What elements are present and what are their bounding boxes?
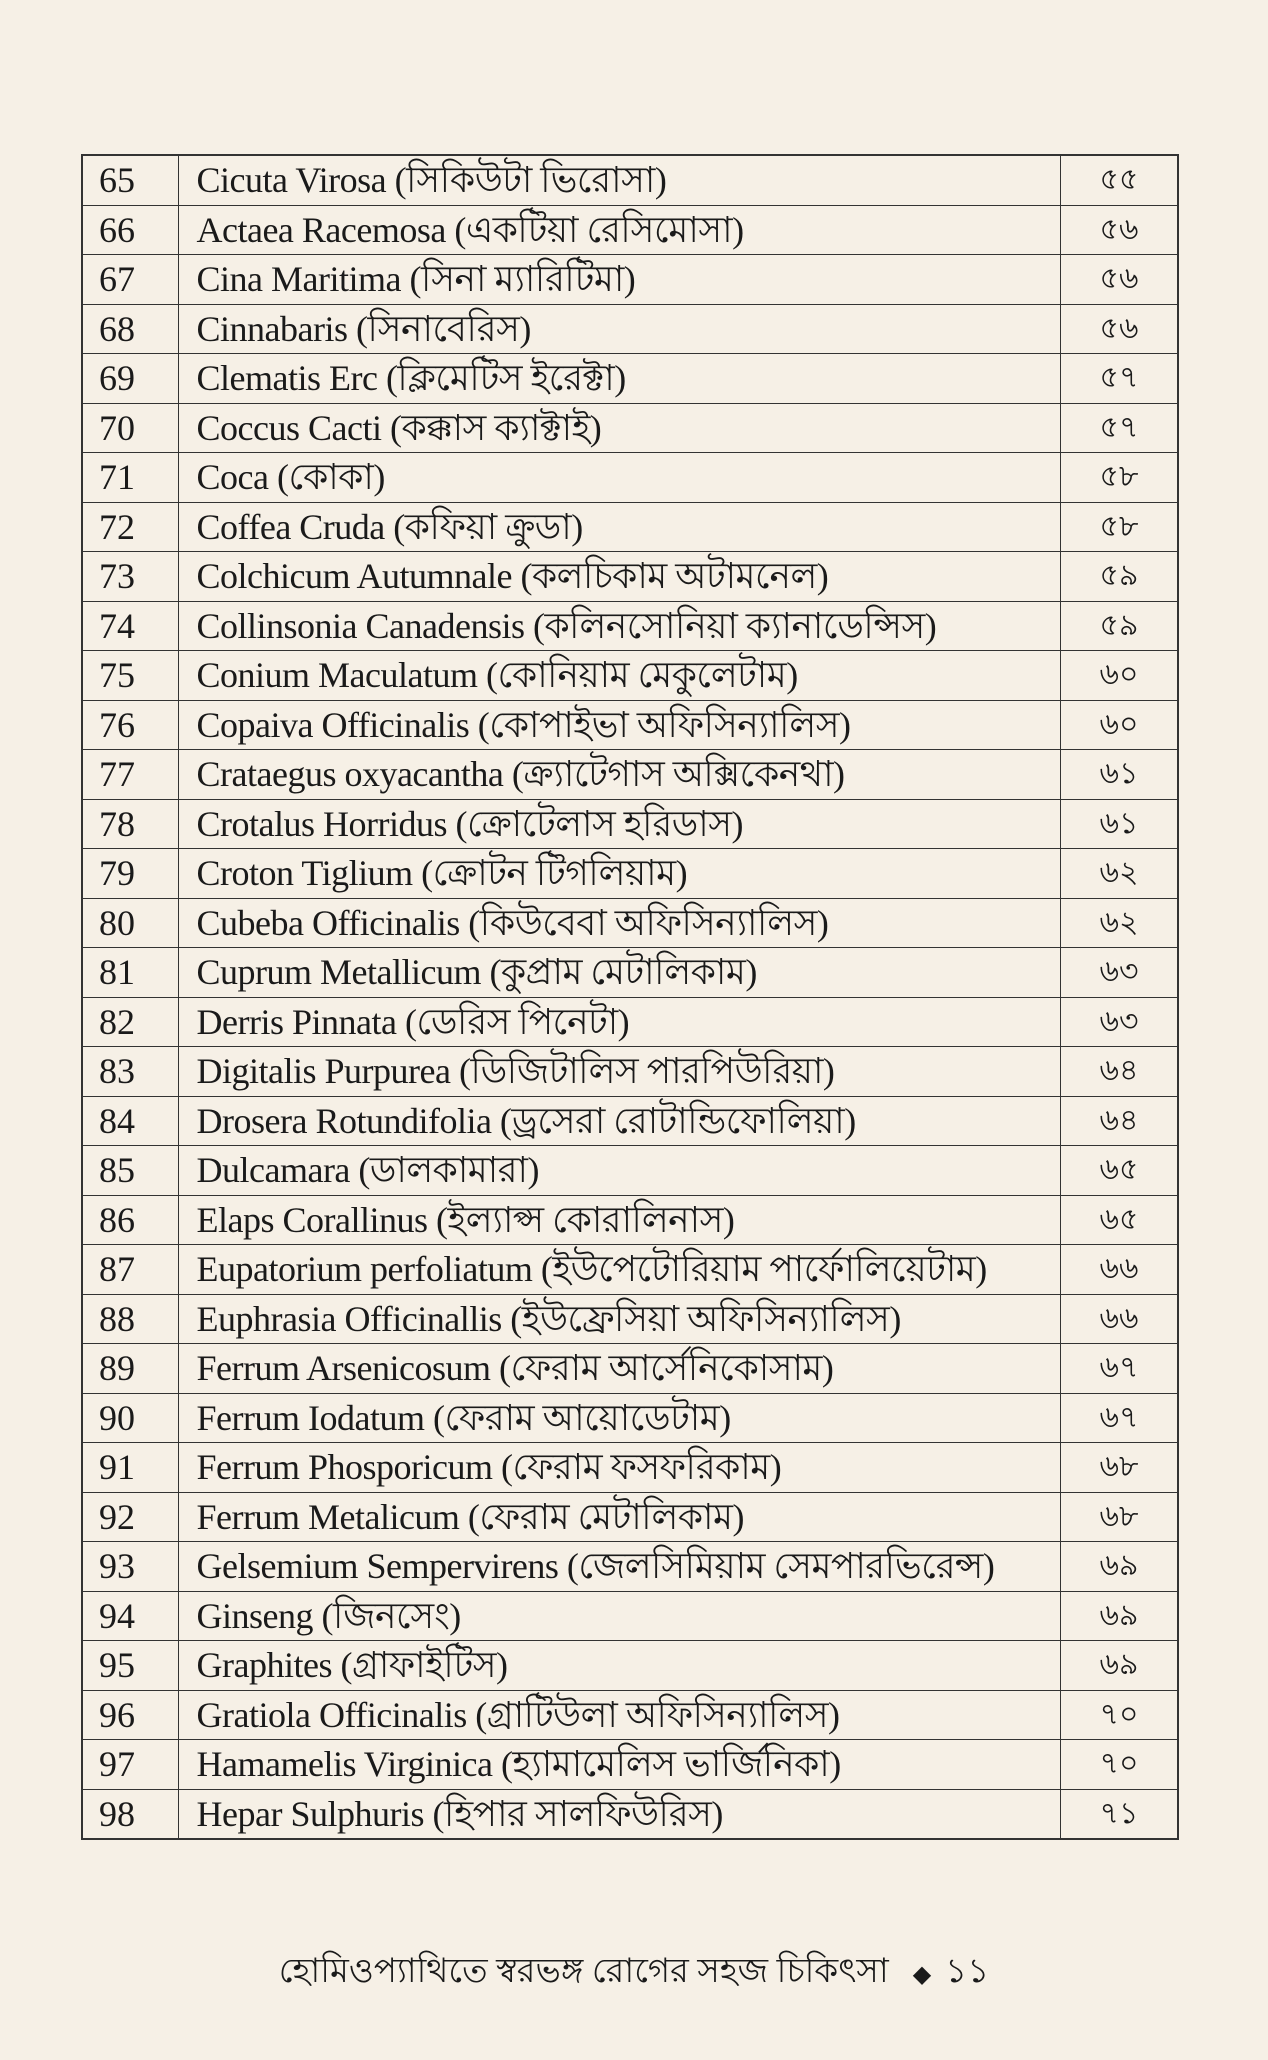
row-number: 65 (82, 155, 178, 205)
table-row (82, 1542, 1178, 1592)
row-number: 76 (82, 700, 178, 750)
remedy-name: Euphrasia Officinallis (ইউফ্রেসিয়া অফিসিন্যালিস) (178, 1294, 1061, 1344)
row-number: 77 (82, 750, 178, 800)
page-ref: ৫৬ (1061, 205, 1179, 255)
page-ref: ৫৬ (1061, 255, 1179, 305)
remedy-name: Copaiva Officinalis (কোপাইভা অফিসিন্যালিস) (178, 700, 1061, 750)
table-row (82, 849, 1178, 899)
remedy-name: Croton Tiglium (ক্রোটন টিগলিয়াম) (178, 849, 1061, 899)
row-number: 66 (82, 205, 178, 255)
page-ref: ৫৭ (1061, 403, 1179, 453)
table-row (82, 997, 1178, 1047)
page-ref: ৫৮ (1061, 502, 1179, 552)
table-row (82, 354, 1178, 404)
remedy-name: Conium Maculatum (কোনিয়াম মেকুলেটাম) (178, 651, 1061, 701)
row-number: 82 (82, 997, 178, 1047)
row-number: 73 (82, 552, 178, 602)
row-number: 85 (82, 1146, 178, 1196)
page-ref: ৭০ (1061, 1740, 1179, 1790)
table-row (82, 1443, 1178, 1493)
table-row (82, 255, 1178, 305)
row-number: 71 (82, 453, 178, 503)
table-row (82, 898, 1178, 948)
page-ref: ৬১ (1061, 799, 1179, 849)
row-number: 68 (82, 304, 178, 354)
remedy-name: Eupatorium perfoliatum (ইউপেটোরিয়াম পার্ফোলিয়েটাম) (178, 1245, 1061, 1295)
remedy-name: Digitalis Purpurea (ডিজিটালিস পারপিউরিয়া) (178, 1047, 1061, 1097)
remedy-name: Cuprum Metallicum (কুপ্রাম মেটালিকাম) (178, 948, 1061, 998)
page-ref: ৬৩ (1061, 997, 1179, 1047)
page-ref: ৬৮ (1061, 1443, 1179, 1493)
row-number: 75 (82, 651, 178, 701)
table-row (82, 205, 1178, 255)
page-ref: ৬৮ (1061, 1492, 1179, 1542)
table-row (82, 1344, 1178, 1394)
row-number: 69 (82, 354, 178, 404)
remedy-name: Derris Pinnata (ডেরিস পিনেটা) (178, 997, 1061, 1047)
page-ref: ৭১ (1061, 1789, 1179, 1839)
remedy-name: Cubeba Officinalis (কিউবেবা অফিসিন্যালিস) (178, 898, 1061, 948)
remedy-name: Collinsonia Canadensis (কলিনসোনিয়া ক্যানাডেন্সিস) (178, 601, 1061, 651)
page-ref: ৬৭ (1061, 1393, 1179, 1443)
table-row (82, 799, 1178, 849)
page-ref: ৬০ (1061, 651, 1179, 701)
page-ref: ৬৫ (1061, 1146, 1179, 1196)
remedy-name: Hamamelis Virginica (হ্যামামেলিস ভার্জিনিকা) (178, 1740, 1061, 1790)
table-row (82, 155, 1178, 205)
page-ref: ৬২ (1061, 849, 1179, 899)
remedy-name: Dulcamara (ডালকামারা) (178, 1146, 1061, 1196)
book-title: হোমিওপ্যাথিতে স্বরভঙ্গ রোগের সহজ চিকিৎসা (278, 1953, 889, 1990)
remedy-name: Cina Maritima (সিনা ম্যারিটিমা) (178, 255, 1061, 305)
remedy-name: Elaps Corallinus (ইল্যাপ্স কোরালিনাস) (178, 1195, 1061, 1245)
page-ref: ৬০ (1061, 700, 1179, 750)
remedy-name: Gratiola Officinalis (গ্রাটিউলা অফিসিন্যালিস) (178, 1690, 1061, 1740)
row-number: 72 (82, 502, 178, 552)
table-row (82, 651, 1178, 701)
remedy-name: Ferrum Iodatum (ফেরাম আয়োডেটাম) (178, 1393, 1061, 1443)
row-number: 88 (82, 1294, 178, 1344)
remedy-name: Hepar Sulphuris (হিপার সালফিউরিস) (178, 1789, 1061, 1839)
row-number: 80 (82, 898, 178, 948)
page-ref: ৫৭ (1061, 354, 1179, 404)
table-row (82, 750, 1178, 800)
page-ref: ৬৯ (1061, 1591, 1179, 1641)
page-ref: ৭০ (1061, 1690, 1179, 1740)
remedy-index-table (81, 154, 1179, 1840)
table-row (82, 1245, 1178, 1295)
table-row (82, 1740, 1178, 1790)
page-ref: ৬৬ (1061, 1245, 1179, 1295)
row-number: 90 (82, 1393, 178, 1443)
table-row (82, 1096, 1178, 1146)
page-ref: ৫৬ (1061, 304, 1179, 354)
page-ref: ৬৪ (1061, 1096, 1179, 1146)
page-ref: ৬২ (1061, 898, 1179, 948)
row-number: 86 (82, 1195, 178, 1245)
table-row (82, 552, 1178, 602)
table-row (82, 1591, 1178, 1641)
table-row (82, 601, 1178, 651)
table-row (82, 1294, 1178, 1344)
row-number: 98 (82, 1789, 178, 1839)
page-number: ১১ (945, 1953, 990, 1990)
page-ref: ৬৯ (1061, 1542, 1179, 1592)
page-ref: ৫৯ (1061, 552, 1179, 602)
row-number: 81 (82, 948, 178, 998)
table-row (82, 1789, 1178, 1839)
page-ref: ৬৭ (1061, 1344, 1179, 1394)
remedy-name: Ferrum Phosporicum (ফেরাম ফসফরিকাম) (178, 1443, 1061, 1493)
page-ref: ৬৫ (1061, 1195, 1179, 1245)
remedy-name: Cicuta Virosa (সিকিউটা ভিরোসা) (178, 155, 1061, 205)
table-row (82, 1146, 1178, 1196)
table-row (82, 304, 1178, 354)
page-ref: ৫৯ (1061, 601, 1179, 651)
row-number: 97 (82, 1740, 178, 1790)
row-number: 94 (82, 1591, 178, 1641)
page-ref: ৬৪ (1061, 1047, 1179, 1097)
diamond-bullet-icon: ◆ (912, 1961, 932, 1988)
remedy-name: Coffea Cruda (কফিয়া ক্রুডা) (178, 502, 1061, 552)
table-row (82, 1195, 1178, 1245)
remedy-name: Ferrum Metalicum (ফেরাম মেটালিকাম) (178, 1492, 1061, 1542)
remedy-name: Coca (কোকা) (178, 453, 1061, 503)
table-row (82, 700, 1178, 750)
page-ref: ৫৫ (1061, 155, 1179, 205)
table-row (82, 948, 1178, 998)
row-number: 70 (82, 403, 178, 453)
remedy-name: Actaea Racemosa (একটিয়া রেসিমোসা) (178, 205, 1061, 255)
remedy-name: Drosera Rotundifolia (ড্রসেরা রোটান্ডিফোলিয়া) (178, 1096, 1061, 1146)
table-row (82, 1641, 1178, 1691)
table-row (82, 1047, 1178, 1097)
row-number: 95 (82, 1641, 178, 1691)
page-footer (0, 1945, 1268, 2002)
row-number: 91 (82, 1443, 178, 1493)
remedy-name: Colchicum Autumnale (কলচিকাম অটামনেল) (178, 552, 1061, 602)
remedy-name: Gelsemium Sempervirens (জেলসিমিয়াম সেমপারভিরেন্স) (178, 1542, 1061, 1592)
row-number: 93 (82, 1542, 178, 1592)
table-row (82, 403, 1178, 453)
remedy-name: Clematis Erc (ক্লিমেটিস ইরেক্টা) (178, 354, 1061, 404)
table-row (82, 502, 1178, 552)
remedy-name: Ginseng (জিনসেং) (178, 1591, 1061, 1641)
row-number: 67 (82, 255, 178, 305)
row-number: 83 (82, 1047, 178, 1097)
row-number: 78 (82, 799, 178, 849)
page-ref: ৬৯ (1061, 1641, 1179, 1691)
remedy-name: Coccus Cacti (কক্কাস ক্যাক্টাই) (178, 403, 1061, 453)
remedy-name: Graphites (গ্রাফাইটিস) (178, 1641, 1061, 1691)
row-number: 84 (82, 1096, 178, 1146)
row-number: 92 (82, 1492, 178, 1542)
table-row (82, 453, 1178, 503)
row-number: 79 (82, 849, 178, 899)
remedy-name: Crotalus Horridus (ক্রোটেলাস হরিডাস) (178, 799, 1061, 849)
page-ref: ৫৮ (1061, 453, 1179, 503)
table-row (82, 1492, 1178, 1542)
page-ref: ৬৩ (1061, 948, 1179, 998)
row-number: 96 (82, 1690, 178, 1740)
row-number: 87 (82, 1245, 178, 1295)
page-ref: ৬১ (1061, 750, 1179, 800)
table-row (82, 1690, 1178, 1740)
remedy-name: Crataegus oxyacantha (ক্র্যাটেগাস অক্সিকেনথা) (178, 750, 1061, 800)
remedy-name: Cinnabaris (সিনাবেরিস) (178, 304, 1061, 354)
row-number: 89 (82, 1344, 178, 1394)
table-row (82, 1393, 1178, 1443)
remedy-name: Ferrum Arsenicosum (ফেরাম আর্সেনিকোসাম) (178, 1344, 1061, 1394)
page-ref: ৬৬ (1061, 1294, 1179, 1344)
row-number: 74 (82, 601, 178, 651)
